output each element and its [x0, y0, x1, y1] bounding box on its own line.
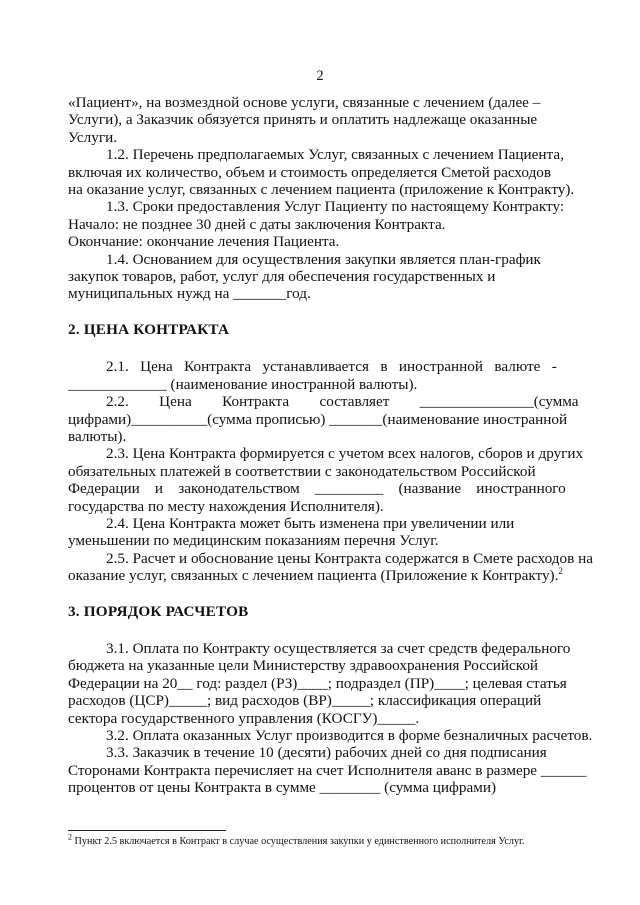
text-line: _____________ (наименование иностранной валюты).: [68, 375, 418, 393]
paragraph-intro: [68, 94, 594, 146]
paragraph-2-5: [68, 550, 594, 585]
text-line: 2.4. Цена Контракта может быть изменена при увеличении или: [106, 514, 515, 532]
text-line: закупок товаров, работ, услуг для обеспечения государственных и: [68, 268, 496, 286]
paragraph-3-3: [68, 744, 594, 796]
text-line: 3.1. Оплата по Контракту осуществляется за счет средств федерального: [106, 639, 571, 657]
footnote-divider: [68, 830, 226, 831]
text-line: Федерации на 20__ год: раздел (РЗ)____; подраздел (ПР)____; целевая статья: [68, 674, 567, 692]
text-line: бюджета на указанные цели Министерству здравоохранения Российской: [68, 657, 539, 675]
paragraph-1-2: [68, 146, 594, 198]
text-line: 2.1. Цена Контракта устанавливается в иностранной валюте -: [106, 358, 557, 376]
text-line: 2.2. Цена Контракта составляет _______________(сумма: [106, 393, 579, 411]
paragraph-2-3: [68, 445, 594, 515]
footnote-marker: 2: [68, 832, 72, 842]
text-line: Услуги), а Заказчик обязуется принять и оплатить надлежаще оказанные: [68, 111, 538, 129]
document-body: [68, 94, 594, 797]
paragraph-2-4: [68, 515, 594, 550]
text-line: 1.2. Перечень предполагаемых Услуг, связанных с лечением Пациента,: [106, 146, 564, 164]
section-heading-payments: 3. ПОРЯДОК РАСЧЕТОВ: [68, 602, 249, 620]
text-line: 1.3. Сроки предоставления Услуг Пациенту по настоящему Контракту:: [106, 198, 565, 216]
section-heading-price: 2. ЦЕНА КОНТРАКТА: [68, 320, 230, 338]
text-line: государства по месту нахождения Исполнителя).: [68, 497, 384, 515]
text-line: Услуги.: [68, 128, 117, 146]
paragraph-1-3: [68, 198, 594, 250]
text-line: 2.3. Цена Контракта формируется с учетом всех налогов, сборов и других: [106, 445, 584, 463]
footnote: [68, 832, 608, 847]
text-line: включая их количество, объем и стоимость определяется Сметой расходов: [68, 163, 552, 181]
text-line: сектора государственного управления (КОСГУ)_____.: [68, 709, 420, 727]
text-line: уменьшении по медицинским показаниям перечня Услуг.: [68, 532, 439, 550]
text-line: 2.5. Расчет и обоснование цены Контракта содержатся в Смете расходов на: [106, 549, 593, 567]
text-line: на оказание услуг, связанных с лечением пациента (приложение к Контракту).: [68, 181, 575, 199]
paragraph-3-2: [68, 727, 594, 744]
text-line: обязательных платежей в соответствии с законодательством Российской: [68, 462, 536, 480]
paragraph-3-1: [68, 640, 594, 727]
text-line: процентов от цены Контракта в сумме ________ (сумма цифрами): [68, 779, 497, 797]
footnote-text: Пункт 2.5 включается в Контракт в случае осуществления закупки у единственного исполнителя Услуг.: [74, 836, 525, 847]
text-line: 3.3. Заказчик в течение 10 (десяти) рабочих дней со дня подписания: [106, 744, 547, 762]
paragraph-2-1: [68, 358, 594, 393]
footnote-reference: 2: [558, 566, 563, 577]
text-line-content: оказание услуг, связанных с лечением пациента (Приложение к Контракту).: [68, 567, 559, 585]
text-line: Федерации и законодательством _________ (название иностранного: [68, 480, 566, 498]
text-line: валюты).: [68, 427, 127, 445]
text-line: цифрами)__________(сумма прописью) _______(наименование иностранной: [68, 410, 568, 428]
text-line: Окончание: окончание лечения Пациента.: [68, 233, 340, 251]
text-line: Сторонами Контракта перечисляет на счет Исполнителя аванс в размере ______: [68, 761, 587, 779]
text-line: 1.4. Основанием для осуществления закупки является план-график: [106, 250, 541, 268]
text-line: расходов (ЦСР)_____; вид расходов (ВР)_____; классификация операций: [68, 692, 542, 710]
text-line: Начало: не позднее 30 дней с даты заключения Контракта.: [68, 215, 446, 233]
paragraph-2-2: [68, 393, 594, 445]
text-line: 3.2. Оплата оказанных Услуг производится в форме безналичных расчетов.: [106, 727, 593, 744]
text-line: [68, 567, 594, 584]
page-number: 2: [316, 68, 324, 84]
text-line: муниципальных нужд на _______год.: [68, 285, 311, 303]
paragraph-1-4: [68, 251, 594, 303]
text-line: «Пациент», на возмездной основе услуги, связанные с лечением (далее –: [68, 94, 541, 111]
